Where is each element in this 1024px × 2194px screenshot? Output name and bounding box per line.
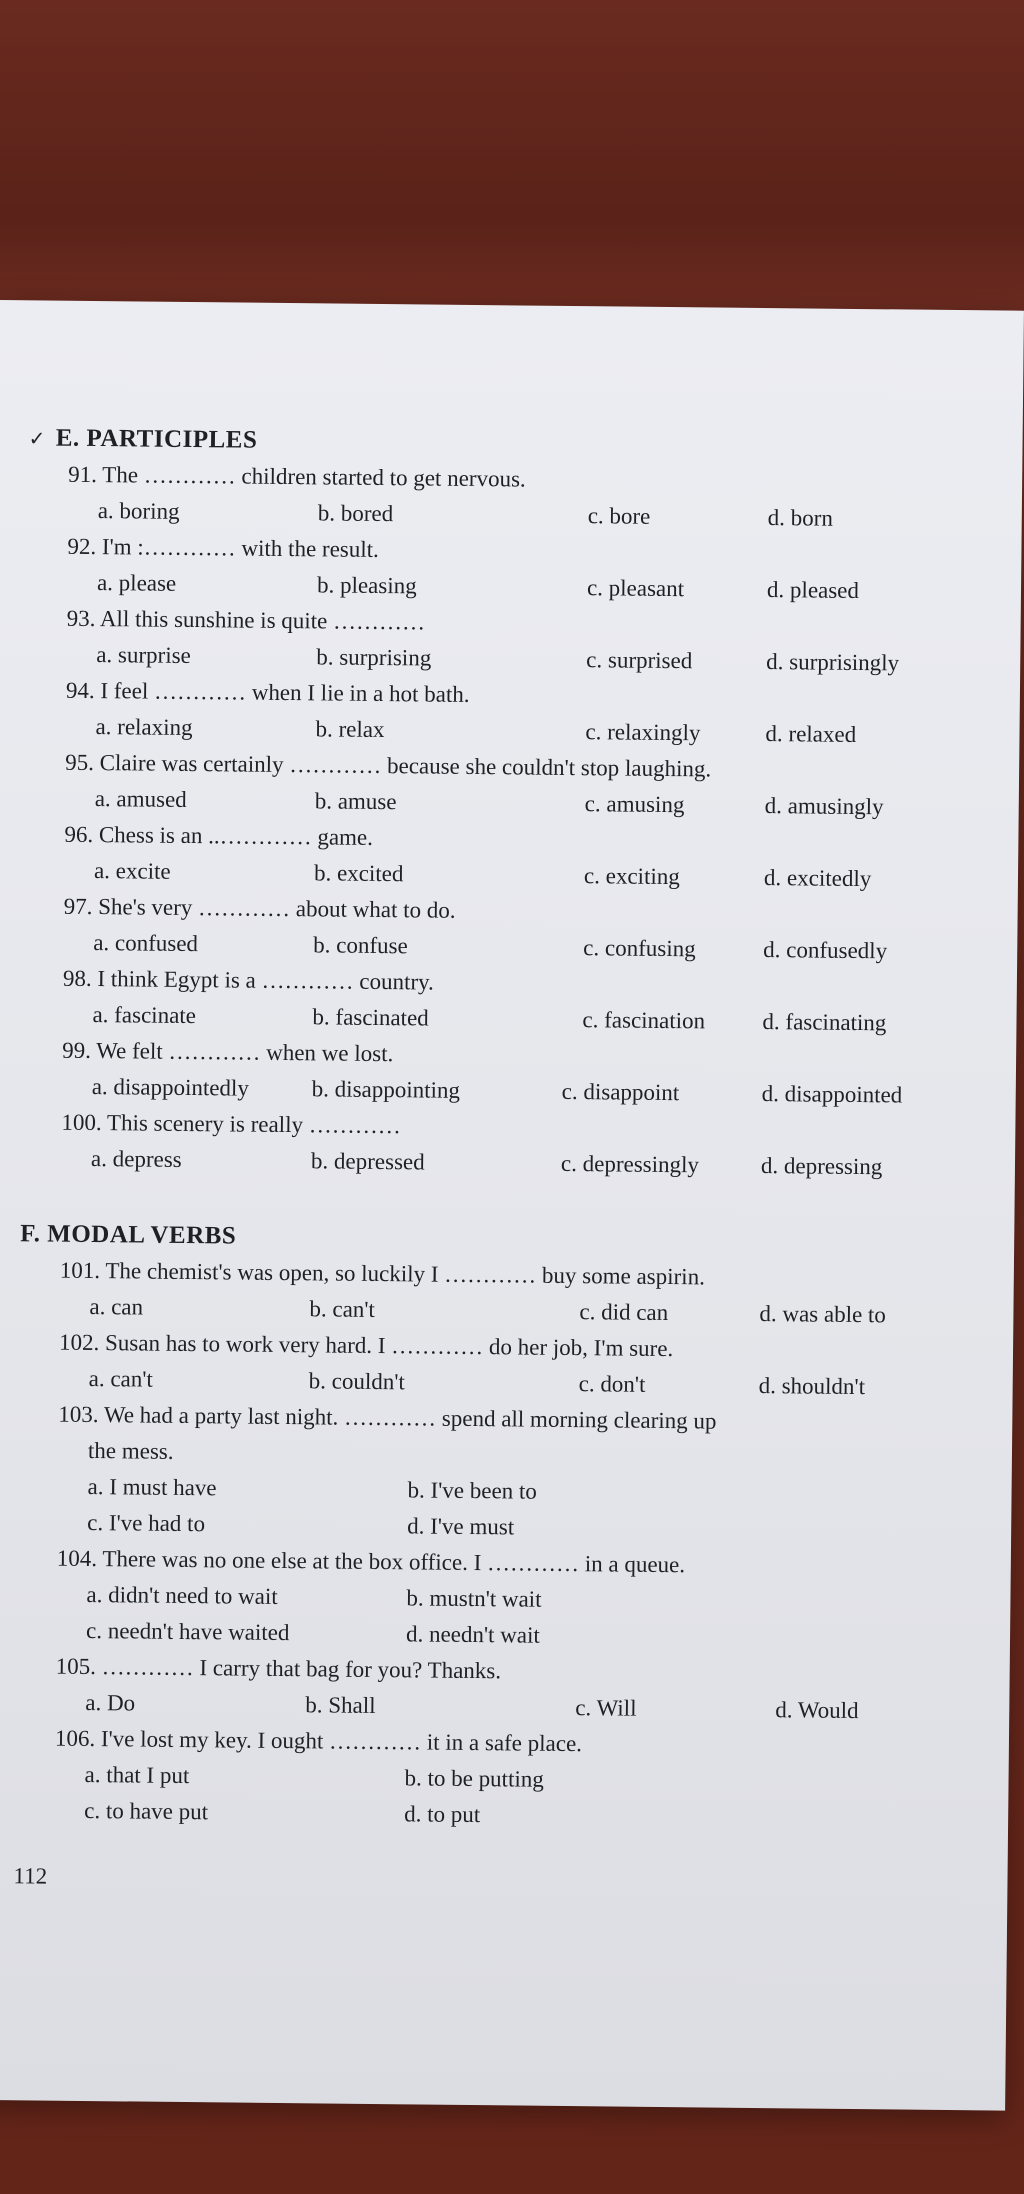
check-mark-icon: ✓ bbox=[28, 426, 46, 451]
option-b[interactable]: b. excited bbox=[313, 860, 404, 887]
option-d[interactable]: d. pleased bbox=[766, 577, 860, 604]
option-b[interactable]: b. Shall bbox=[305, 1692, 376, 1719]
question-101 bbox=[59, 1253, 980, 1335]
question-stem: 96. Chess is an ..………… game. bbox=[64, 821, 374, 850]
option-d[interactable]: d. surprisingly bbox=[766, 649, 900, 676]
option-b[interactable]: b. relax bbox=[315, 716, 385, 743]
option-d[interactable]: d. shouldn't bbox=[758, 1373, 866, 1400]
option-a[interactable]: a. surprise bbox=[96, 642, 191, 669]
option-d[interactable]: d. relaxed bbox=[765, 721, 857, 747]
option-c[interactable]: c. relaxingly bbox=[585, 719, 701, 746]
option-d[interactable]: d. excitedly bbox=[763, 865, 872, 892]
question-stem: 104. There was no one else at the box office. I ………… in a queue. bbox=[56, 1545, 686, 1578]
question-98 bbox=[62, 961, 983, 1043]
option-a[interactable]: a. boring bbox=[97, 498, 180, 524]
option-d[interactable]: d. confusedly bbox=[763, 937, 888, 964]
question-stem-continued: the mess. bbox=[87, 1437, 174, 1464]
question-stem: 106. I've lost my key. I ought ………… it in a safe place. bbox=[54, 1725, 583, 1757]
option-c[interactable]: c. pleasant bbox=[586, 575, 685, 602]
option-d[interactable]: d. disappointed bbox=[761, 1081, 903, 1108]
option-b[interactable]: b. surprising bbox=[316, 644, 432, 671]
question-94 bbox=[65, 673, 986, 755]
question-105 bbox=[55, 1649, 976, 1731]
page-number: 112 bbox=[13, 1863, 48, 1889]
option-a[interactable]: a. that I put bbox=[84, 1761, 190, 1789]
option-c[interactable]: c. to have put bbox=[84, 1797, 209, 1825]
question-stem: 98. I think Egypt is a ………… country. bbox=[62, 965, 434, 995]
section-e-title: E. PARTICIPLES bbox=[55, 424, 258, 454]
option-b[interactable]: b. bored bbox=[317, 500, 394, 527]
option-c[interactable]: c. confusing bbox=[583, 935, 696, 962]
question-stem: 103. We had a party last night. ………… spend all morning clearing up bbox=[58, 1401, 717, 1434]
option-a[interactable]: a. Do bbox=[85, 1689, 136, 1716]
option-b[interactable]: b. can't bbox=[309, 1296, 376, 1322]
question-102 bbox=[59, 1325, 980, 1407]
option-d[interactable]: d. to put bbox=[404, 1801, 481, 1828]
question-96 bbox=[64, 817, 985, 899]
option-b[interactable]: b. disappointing bbox=[311, 1076, 461, 1103]
question-97 bbox=[63, 889, 984, 971]
option-b[interactable]: b. to be putting bbox=[404, 1765, 544, 1792]
question-92 bbox=[67, 529, 988, 611]
option-b[interactable]: b. mustn't wait bbox=[406, 1585, 542, 1612]
option-d[interactable]: d. Would bbox=[775, 1697, 859, 1724]
question-100 bbox=[61, 1105, 982, 1187]
question-99 bbox=[62, 1033, 983, 1115]
option-a[interactable]: a. can bbox=[89, 1293, 144, 1320]
option-a[interactable]: a. confused bbox=[93, 930, 199, 957]
worksheet bbox=[13, 420, 988, 1904]
question-stem: 99. We felt ………… when we lost. bbox=[62, 1037, 394, 1067]
option-c[interactable]: c. surprised bbox=[586, 647, 693, 674]
question-stem: 94. I feel ………… when I lie in a hot bath. bbox=[65, 677, 470, 707]
question-stem: 91. The ………… children started to get nervous. bbox=[68, 461, 526, 492]
option-d[interactable]: d. fascinating bbox=[762, 1009, 887, 1036]
question-stem: 100. This scenery is really ………… bbox=[61, 1109, 401, 1139]
option-c[interactable]: c. fascination bbox=[582, 1007, 706, 1034]
option-a[interactable]: a. depress bbox=[90, 1146, 182, 1172]
question-103 bbox=[57, 1397, 978, 1551]
question-104 bbox=[56, 1541, 977, 1659]
question-stem: 102. Susan has to work very hard. I ………… do her job, I'm sure. bbox=[58, 1329, 674, 1362]
option-c[interactable]: c. I've had to bbox=[87, 1509, 206, 1537]
option-b[interactable]: b. depressed bbox=[310, 1148, 425, 1175]
option-b[interactable]: b. pleasing bbox=[316, 572, 417, 599]
option-b[interactable]: b. I've been to bbox=[407, 1477, 538, 1504]
option-c[interactable]: c. did can bbox=[579, 1299, 669, 1326]
option-b[interactable]: b. couldn't bbox=[308, 1368, 405, 1395]
worksheet-paper bbox=[0, 300, 1024, 2111]
option-b[interactable]: b. fascinated bbox=[312, 1004, 429, 1031]
option-d[interactable]: d. was able to bbox=[759, 1301, 887, 1328]
option-a[interactable]: a. please bbox=[96, 570, 177, 596]
question-stem: 105. ………… I carry that bag for you? Thanks. bbox=[55, 1653, 502, 1684]
question-93 bbox=[66, 601, 987, 683]
option-c[interactable]: c. needn't have waited bbox=[85, 1617, 290, 1646]
option-a[interactable]: a. excite bbox=[93, 858, 171, 884]
option-c[interactable]: c. don't bbox=[578, 1371, 646, 1397]
option-a[interactable]: a. disappointedly bbox=[91, 1074, 250, 1101]
option-d[interactable]: d. born bbox=[767, 505, 834, 531]
section-f-heading: F. MODAL VERBS bbox=[20, 1220, 237, 1250]
option-a[interactable]: a. fascinate bbox=[92, 1002, 197, 1029]
option-b[interactable]: b. amuse bbox=[314, 788, 397, 815]
option-c[interactable]: c. Will bbox=[575, 1695, 637, 1721]
option-c[interactable]: c. amusing bbox=[584, 791, 685, 818]
option-a[interactable]: a. relaxing bbox=[95, 714, 193, 741]
option-d[interactable]: d. I've must bbox=[407, 1513, 515, 1540]
option-d[interactable]: d. amusingly bbox=[764, 793, 884, 820]
question-106 bbox=[54, 1721, 975, 1839]
option-d[interactable]: d. depressing bbox=[760, 1153, 883, 1180]
option-d[interactable]: d. needn't wait bbox=[405, 1621, 540, 1648]
option-c[interactable]: c. exciting bbox=[583, 863, 680, 890]
question-stem: 95. Claire was certainly ………… because she couldn't stop laughing. bbox=[65, 749, 712, 782]
option-a[interactable]: a. amused bbox=[94, 786, 187, 812]
option-a[interactable]: a. can't bbox=[88, 1365, 154, 1392]
option-b[interactable]: b. confuse bbox=[313, 932, 408, 959]
option-c[interactable]: c. disappoint bbox=[561, 1078, 680, 1106]
question-stem: 97. She's very ………… about what to do. bbox=[63, 893, 456, 923]
section-e-questions bbox=[21, 456, 988, 1186]
question-stem: 93. All this sunshine is quite ………… bbox=[66, 605, 426, 635]
question-91 bbox=[68, 457, 989, 539]
question-stem: 92. I'm :………… with the result. bbox=[67, 533, 379, 562]
question-95 bbox=[65, 745, 986, 827]
question-stem: 101. The chemist's was open, so luckily I ………… buy some aspirin. bbox=[59, 1257, 706, 1290]
option-a[interactable]: a. didn't need to wait bbox=[86, 1581, 278, 1609]
option-c[interactable]: c. bore bbox=[587, 503, 651, 529]
option-c[interactable]: c. depressingly bbox=[560, 1150, 700, 1178]
option-a[interactable]: a. I must have bbox=[87, 1473, 217, 1501]
